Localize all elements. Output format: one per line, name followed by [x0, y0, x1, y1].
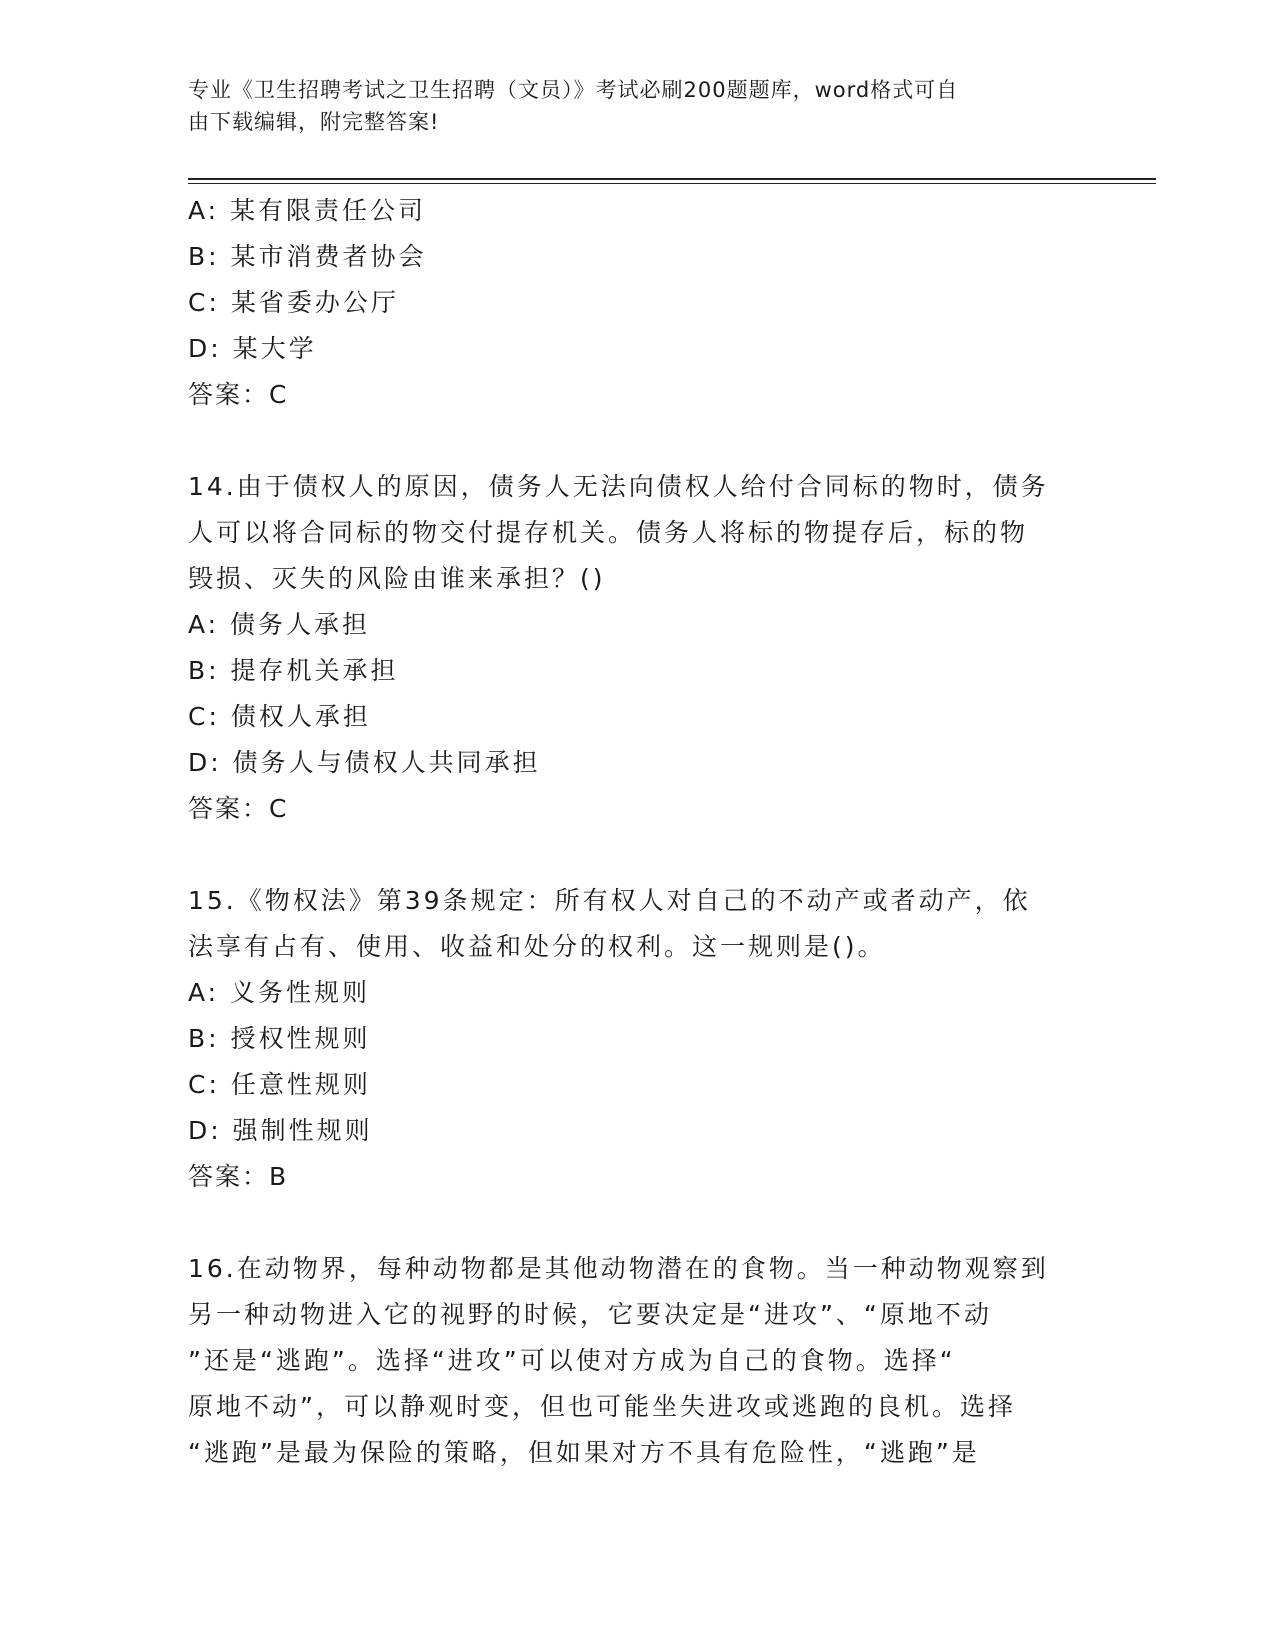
answer: 答案：C [188, 380, 289, 409]
answer: 答案：C [188, 794, 289, 823]
spacer [188, 418, 1088, 464]
question-15 [188, 878, 1088, 1200]
question-text-line: 人可以将合同标的物交付提存机关。债务人将标的物提存后，标的物 [188, 518, 1029, 547]
question-text-line: 法享有占有、使用、收益和处分的权利。这一规则是()。 [188, 932, 886, 961]
option-d: D: 债务人与债权人共同承担 [188, 748, 541, 777]
option-a: A: 义务性规则 [188, 978, 371, 1007]
option-c: C: 任意性规则 [188, 1070, 371, 1099]
header-line-1: 专业《卫生招聘考试之卫生招聘（文员）》考试必刷200题题库，word格式可自 [188, 78, 959, 102]
option-b: B: 某市消费者协会 [188, 242, 427, 271]
spacer [188, 832, 1088, 878]
answer: 答案：B [188, 1162, 289, 1191]
option-c: C: 债权人承担 [188, 702, 371, 731]
question-14 [188, 464, 1088, 832]
spacer [188, 1200, 1088, 1246]
question-text-line: 另一种动物进入它的视野的时候，它要决定是“进攻”、“原地不动 [188, 1300, 992, 1329]
option-b: B: 提存机关承担 [188, 656, 399, 685]
header-line-2: 由下载编辑，附完整答案! [188, 110, 440, 134]
header-divider-thick [188, 178, 1156, 180]
question-text-line: 原地不动”，可以静观时变，但也可能坐失进攻或逃跑的良机。选择 [188, 1392, 1016, 1421]
question-text-line: 16.在动物界，每种动物都是其他动物潜在的食物。当一种动物观察到 [188, 1254, 1049, 1283]
question-13 [188, 188, 1088, 418]
option-c: C: 某省委办公厅 [188, 288, 399, 317]
option-d: D: 某大学 [188, 334, 317, 363]
option-b: B: 授权性规则 [188, 1024, 371, 1053]
page-header [188, 74, 1068, 138]
header-divider-thin [188, 183, 1156, 184]
question-text-line: “逃跑”是最为保险的策略，但如果对方不具有危险性，“逃跑”是 [188, 1438, 980, 1467]
question-text-line: 15.《物权法》第39条规定：所有权人对自己的不动产或者动产，依 [188, 886, 1031, 915]
question-text-line: 毁损、灭失的风险由谁来承担？() [188, 564, 606, 593]
question-16 [188, 1246, 1088, 1476]
question-text-line: 14.由于债权人的原因，债务人无法向债权人给付合同标的物时，债务 [188, 472, 1049, 501]
option-a: A: 债务人承担 [188, 610, 371, 639]
option-d: D: 强制性规则 [188, 1116, 373, 1145]
question-text-line: ”还是“逃跑”。选择“进攻”可以使对方成为自己的食物。选择“ [188, 1346, 956, 1375]
option-a: A: 某有限责任公司 [188, 196, 427, 225]
question-list [188, 188, 1088, 1476]
